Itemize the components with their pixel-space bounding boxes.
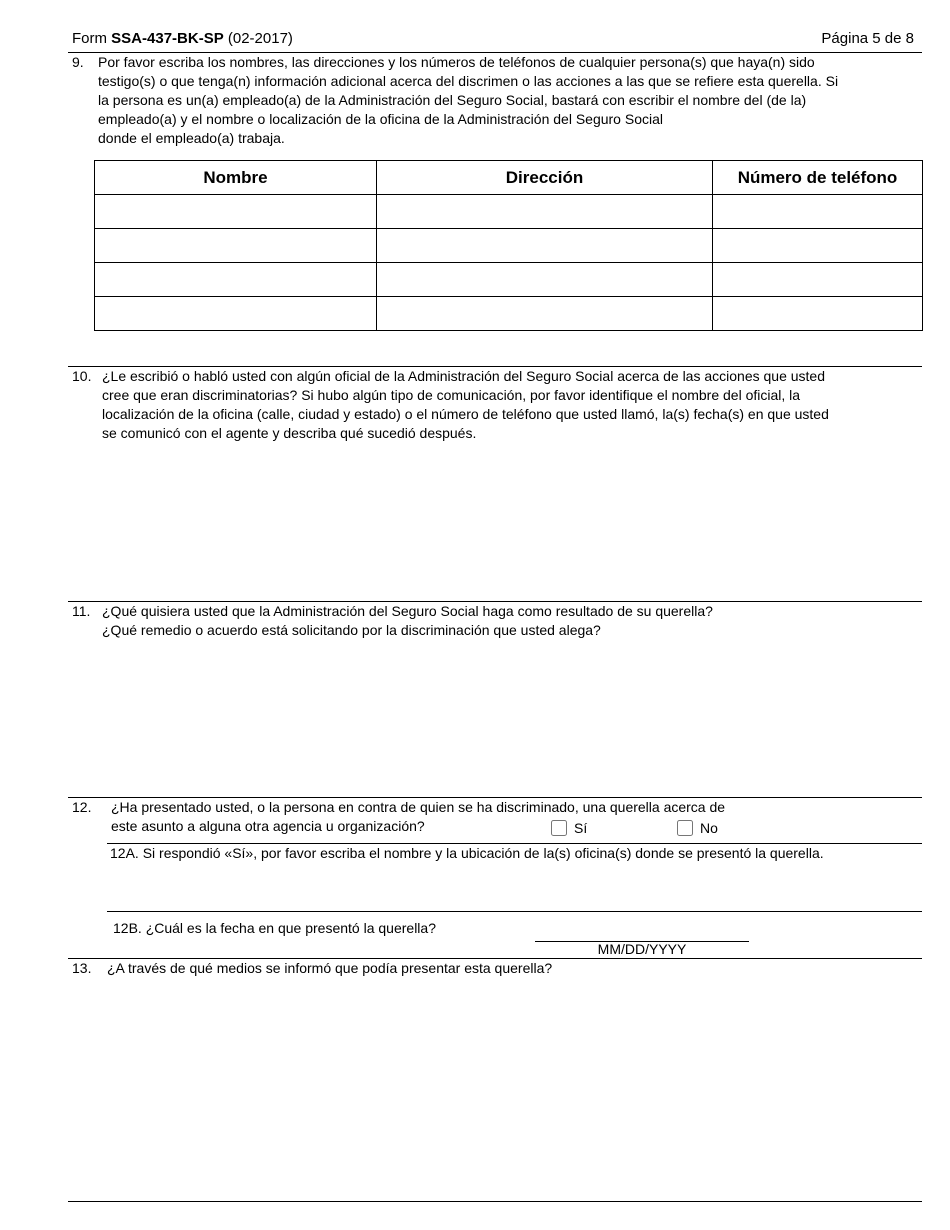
column-header-nombre: Nombre: [95, 161, 377, 195]
q12-yes-checkbox[interactable]: [551, 820, 567, 836]
q12-no-checkbox[interactable]: [677, 820, 693, 836]
q10-line: localización de la oficina (calle, ciudad y estado) o el número de teléfono que usted llamó, la(s) fecha(s) en que usted: [102, 406, 829, 422]
q13-text: ¿A través de qué medios se informó que podía presentar esta querella?: [107, 960, 553, 976]
q11-line: ¿Qué remedio o acuerdo está solicitando por la discriminación que usted alega?: [102, 622, 601, 638]
nombre-cell[interactable]: [95, 297, 377, 331]
q10-number: 10.: [72, 368, 92, 384]
direccion-cell[interactable]: [377, 195, 713, 229]
direccion-input[interactable]: [377, 229, 712, 262]
nombre-input[interactable]: [95, 263, 376, 296]
bottom-divider: [68, 1201, 922, 1202]
q12-line: este asunto a alguna otra agencia u organización?: [111, 818, 425, 834]
telefono-cell[interactable]: [713, 195, 923, 229]
nombre-input[interactable]: [95, 297, 376, 330]
telefono-input[interactable]: [713, 229, 922, 262]
table-row: [95, 297, 923, 331]
q12a-label: 12A. Si respondió «Sí», por favor escriba el nombre y la ubicación de la(s) oficina(s) donde se presentó la querella.: [110, 845, 824, 861]
q13-number: 13.: [72, 960, 92, 976]
witness-table: [94, 160, 923, 331]
page-number: Página 5 de 8: [821, 30, 914, 47]
q9-line: empleado(a) y el nombre o localización de la oficina de la Administración del Seguro Social: [98, 111, 663, 127]
direccion-input[interactable]: [377, 297, 712, 330]
q10-answer-field[interactable]: [102, 448, 924, 594]
q10-line: ¿Le escribió o habló usted con algún oficial de la Administración del Seguro Social acerca de las acciones que usted: [102, 368, 825, 384]
q12-no-label: No: [700, 820, 718, 836]
table-row: [95, 195, 923, 229]
column-header-direccion: Dirección: [377, 161, 713, 195]
direccion-cell[interactable]: [377, 297, 713, 331]
q13-answer-field[interactable]: [107, 986, 924, 1194]
direccion-input[interactable]: [377, 263, 712, 296]
form-number: SSA-437-BK-SP: [111, 30, 224, 47]
q9-line: testigo(s) o que tenga(n) información adicional acerca del discrimen o las acciones a las que se refiere esta querella. Si: [98, 73, 839, 89]
table-row: [95, 263, 923, 297]
telefono-cell[interactable]: [713, 229, 923, 263]
form-prefix: Form: [72, 30, 112, 47]
q9-text: [98, 53, 928, 148]
witness-table-header: [95, 161, 923, 195]
telefono-cell[interactable]: [713, 263, 923, 297]
q12a-answer-field[interactable]: [110, 872, 924, 906]
telefono-input[interactable]: [713, 195, 922, 228]
column-header-telefono: Número de teléfono: [713, 161, 923, 195]
q12b-label: 12B. ¿Cuál es la fecha en que presentó la querella?: [113, 920, 436, 936]
direccion-input[interactable]: [377, 195, 712, 228]
table-row: [95, 229, 923, 263]
q11-number: 11.: [72, 603, 91, 619]
telefono-cell[interactable]: [713, 297, 923, 331]
nombre-cell[interactable]: [95, 263, 377, 297]
telefono-input[interactable]: [713, 263, 922, 296]
q12-yes-label: Sí: [574, 820, 588, 836]
form-identifier: [72, 30, 293, 47]
form-date: (02-2017): [223, 30, 293, 47]
nombre-input[interactable]: [95, 195, 376, 228]
q9-line: Por favor escriba los nombres, las direcciones y los números de teléfonos de cualquier persona(s) que haya(n) sido: [98, 54, 815, 70]
q10-line: cree que eran discriminatorias? Si hubo algún tipo de comunicación, por favor identifique el nombre del oficial, la: [102, 387, 801, 403]
nombre-cell[interactable]: [95, 229, 377, 263]
q11-line: ¿Qué quisiera usted que la Administración del Seguro Social haga como resultado de su querella?: [102, 603, 713, 619]
q10-line: se comunicó con el agente y describa qué sucedió después.: [102, 425, 477, 441]
q12b-divider: [107, 911, 922, 912]
q11-text: [102, 602, 932, 640]
direccion-cell[interactable]: [377, 229, 713, 263]
q11-answer-field[interactable]: [102, 646, 924, 790]
telefono-input[interactable]: [713, 297, 922, 330]
q9-line: la persona es un(a) empleado(a) de la Administración del Seguro Social, bastará con escribir el nombre del (de la): [98, 92, 807, 108]
direccion-cell[interactable]: [377, 263, 713, 297]
q10-text: [102, 367, 932, 443]
nombre-input[interactable]: [95, 229, 376, 262]
q9-line: donde el empleado(a) trabaja.: [98, 130, 285, 146]
nombre-cell[interactable]: [95, 195, 377, 229]
q12-number: 12.: [72, 799, 92, 815]
q12b-date-field[interactable]: [536, 920, 752, 942]
q9-number: 9.: [72, 54, 84, 70]
q12-line: ¿Ha presentado usted, o la persona en contra de quien se ha discriminado, una querella acerca de: [111, 799, 726, 815]
q12-text: [111, 798, 831, 836]
q12b-date-format: MM/DD/YYYY: [597, 941, 687, 957]
